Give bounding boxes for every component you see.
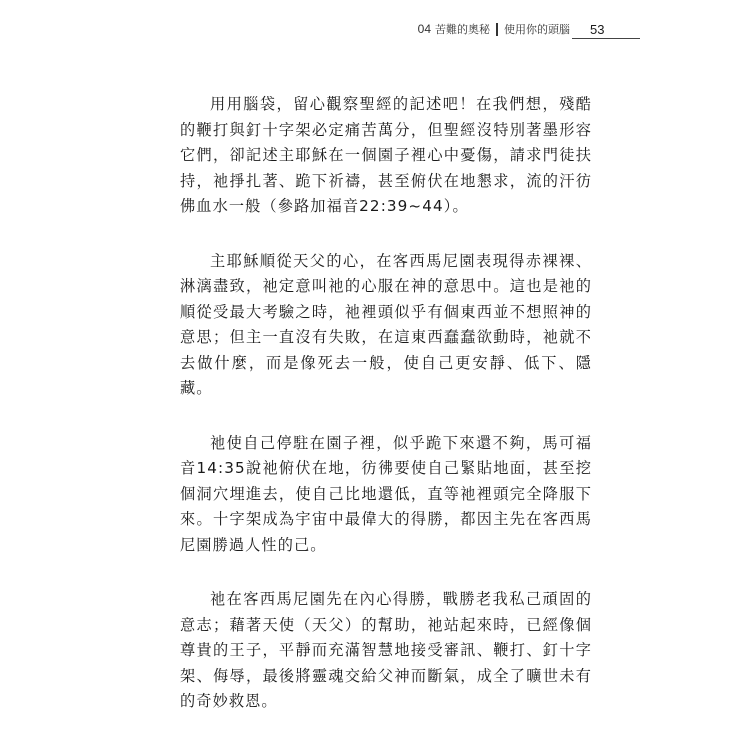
header-title-group: [418, 21, 570, 37]
header-rule: [572, 38, 640, 39]
section-title: 使用你的頭腦: [504, 23, 570, 36]
paragraph-3: 祂使自己停駐在園子裡，似乎跪下來還不夠，馬可福音14:35說祂俯伏在地，彷彿要使自己緊貼地面，甚至挖個洞穴埋進去，使自己比地還低，直等祂裡頭完全降服下來。十字架成為宇宙中最偉大的得勝，都因主先在客西馬尼園勝過人性的己。: [180, 433, 592, 554]
chapter-number: 04: [417, 22, 431, 36]
running-header: [0, 21, 640, 37]
page-number: 53: [590, 21, 605, 37]
paragraph-2: 主耶穌順從天父的心，在客西馬尼園表現得赤裸裸、淋漓盡致，祂定意叫祂的心服在神的意思中。這也是祂的順從受最大考驗之時，祂裡頭似乎有個東西並不想照神的意思；但主一直沒有失敗，在這東西蠢蠢欲動時，祂就不去做什麼，而是像死去一般，使自己更安靜、低下、隱藏。: [180, 251, 592, 397]
paragraph-1: 用用腦袋，留心觀察聖經的記述吧！在我們想，殘酷的鞭打與釘十字架必定痛苦萬分，但聖經沒特別著墨形容它們，卻記述主耶穌在一個園子裡心中憂傷，請求門徒扶持，祂掙扎著、跪下祈禱，甚至俯伏在地懇求，流的汗彷佛血水一般（參路加福音22:39~44）。: [180, 95, 592, 215]
chapter-title: 苦難的奧秘: [435, 23, 490, 36]
paragraph-4: 祂在客西馬尼園先在內心得勝，戰勝老我私己頑固的意志；藉著天使（天父）的幫助，祂站起來時，已經像個尊貴的王子，平靜而充滿智慧地接受審訊、鞭打、釘十字架、侮辱，最後將靈魂交給父神而斷氣，成全了曠世未有的奇妙救恩。: [180, 590, 592, 710]
header-divider: [496, 23, 498, 36]
body-text: [180, 92, 592, 744]
